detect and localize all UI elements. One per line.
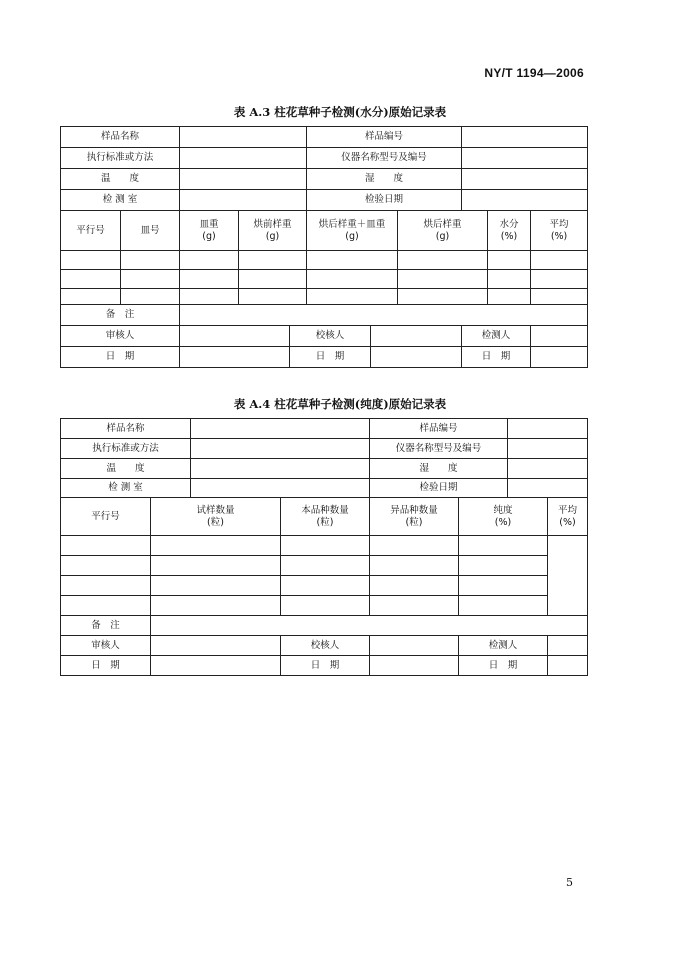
col-post-dry-dish <box>307 211 398 251</box>
table-a4-purity-record <box>60 418 588 676</box>
value-lab <box>191 479 370 498</box>
info-row <box>61 148 588 169</box>
col-average-label: 平均 <box>549 218 569 230</box>
label-standard-method: 执行标准或方法 <box>61 439 191 459</box>
col-dish-weight-label: 皿重 <box>199 218 219 230</box>
data-row <box>61 556 588 576</box>
value-test-date <box>462 190 588 211</box>
value-instrument <box>508 439 588 459</box>
info-row <box>61 419 588 439</box>
col-variety-count-label: 本品种数量 <box>301 504 349 516</box>
label-date-1: 日 期 <box>61 656 151 676</box>
value-test-date <box>508 479 588 498</box>
value-temperature <box>180 169 307 190</box>
col-variety-count <box>281 498 370 536</box>
label-instrument: 仪器名称型号及编号 <box>307 148 462 169</box>
value-reviewer <box>180 326 290 347</box>
col-pre-dry-unit: (g) <box>265 230 280 242</box>
data-row <box>61 251 588 270</box>
info-row <box>61 169 588 190</box>
col-post-dry <box>398 211 488 251</box>
info-row <box>61 190 588 211</box>
signature-row <box>61 636 588 656</box>
data-row <box>61 289 588 305</box>
col-sample-count-label: 试样数量 <box>196 504 235 516</box>
label-date-3: 日 期 <box>462 347 531 368</box>
value-sample-name <box>191 419 370 439</box>
data-row <box>61 270 588 289</box>
col-dish-no: 皿号 <box>121 211 180 251</box>
col-other-count-unit: (粒) <box>405 516 423 528</box>
label-lab: 检 测 室 <box>61 479 191 498</box>
col-average-unit: (%) <box>550 230 568 242</box>
label-temperature: 温 度 <box>61 169 180 190</box>
label-temperature: 温 度 <box>61 459 191 479</box>
label-lab: 检 测 室 <box>61 190 180 211</box>
value-standard-method <box>191 439 370 459</box>
data-row <box>61 576 588 596</box>
col-other-count-label: 异品种数量 <box>390 504 438 516</box>
value-sample-number <box>508 419 588 439</box>
value-date-3 <box>531 347 588 368</box>
label-humidity: 湿 度 <box>370 459 508 479</box>
value-humidity <box>508 459 588 479</box>
label-remarks: 备 注 <box>61 616 151 636</box>
value-standard-method <box>180 148 307 169</box>
standard-code: NY/T 1194—2006 <box>484 66 584 80</box>
label-standard-method: 执行标准或方法 <box>61 148 180 169</box>
table-a3-title: 表 A.3 柱花草种子检测(水分)原始记录表 <box>233 105 447 119</box>
value-tester <box>531 326 588 347</box>
label-reviewer: 审核人 <box>61 636 151 656</box>
signature-row <box>61 326 588 347</box>
value-date-1 <box>180 347 290 368</box>
col-replicate: 平行号 <box>61 498 151 536</box>
label-test-date: 检验日期 <box>370 479 508 498</box>
info-row <box>61 439 588 459</box>
col-average-unit: (%) <box>559 516 576 528</box>
data-row <box>61 536 588 556</box>
remarks-row <box>61 616 588 636</box>
col-post-dry-label: 烘后样重 <box>423 218 462 230</box>
col-post-dry-dish-label: 烘后样重＋皿重 <box>318 218 386 230</box>
table-a4-title: 表 A.4 柱花草种子检测(纯度)原始记录表 <box>233 397 447 411</box>
remarks-row <box>61 305 588 326</box>
col-moisture <box>488 211 531 251</box>
average-value-cell <box>548 536 588 616</box>
value-remarks <box>151 616 588 636</box>
label-checker: 校核人 <box>281 636 370 656</box>
column-header-row <box>61 211 588 251</box>
label-date-2: 日 期 <box>281 656 370 676</box>
info-row <box>61 459 588 479</box>
label-date-2: 日 期 <box>290 347 371 368</box>
value-lab <box>180 190 307 211</box>
label-date-3: 日 期 <box>459 656 548 676</box>
label-checker: 校核人 <box>290 326 371 347</box>
col-purity-unit: (%) <box>494 516 512 528</box>
col-dish-weight <box>180 211 239 251</box>
info-row <box>61 479 588 498</box>
value-sample-name <box>180 127 307 148</box>
value-remarks <box>180 305 588 326</box>
col-pre-dry <box>239 211 307 251</box>
table-a3-moisture-record <box>60 126 588 368</box>
value-reviewer <box>151 636 281 656</box>
col-purity-label: 纯度 <box>493 504 513 516</box>
label-sample-name: 样品名称 <box>61 127 180 148</box>
label-sample-number: 样品编号 <box>307 127 462 148</box>
label-humidity: 湿 度 <box>307 169 462 190</box>
value-tester <box>548 636 588 656</box>
label-tester: 检测人 <box>459 636 548 656</box>
col-purity <box>459 498 548 536</box>
col-post-dry-dish-unit: (g) <box>345 230 359 242</box>
data-row <box>61 596 588 616</box>
col-post-dry-unit: (g) <box>435 230 450 242</box>
label-reviewer: 审核人 <box>61 326 180 347</box>
col-variety-count-unit: (粒) <box>316 516 334 528</box>
col-average-label: 平均 <box>558 504 578 516</box>
value-date-2 <box>371 347 462 368</box>
col-moisture-label: 水分 <box>499 218 519 230</box>
label-remarks: 备 注 <box>61 305 180 326</box>
value-checker <box>371 326 462 347</box>
value-instrument <box>462 148 588 169</box>
col-average <box>548 498 588 536</box>
value-humidity <box>462 169 588 190</box>
label-sample-number: 样品编号 <box>370 419 508 439</box>
value-sample-number <box>462 127 588 148</box>
date-row <box>61 656 588 676</box>
info-row <box>61 127 588 148</box>
label-test-date: 检验日期 <box>307 190 462 211</box>
value-temperature <box>191 459 370 479</box>
col-dish-weight-unit: (g) <box>202 230 216 242</box>
col-average <box>531 211 588 251</box>
col-pre-dry-label: 烘前样重 <box>253 218 292 230</box>
value-checker <box>370 636 459 656</box>
col-sample-count <box>151 498 281 536</box>
value-date-2 <box>370 656 459 676</box>
col-replicate: 平行号 <box>61 211 121 251</box>
col-other-count <box>370 498 459 536</box>
col-moisture-unit: (%) <box>500 230 518 242</box>
value-date-1 <box>151 656 281 676</box>
col-sample-count-unit: (粒) <box>207 516 224 528</box>
label-instrument: 仪器名称型号及编号 <box>370 439 508 459</box>
label-date-1: 日 期 <box>61 347 180 368</box>
label-sample-name: 样品名称 <box>61 419 191 439</box>
page-number: 5 <box>566 876 573 889</box>
column-header-row <box>61 498 588 536</box>
value-date-3 <box>548 656 588 676</box>
date-row <box>61 347 588 368</box>
label-tester: 检测人 <box>462 326 531 347</box>
